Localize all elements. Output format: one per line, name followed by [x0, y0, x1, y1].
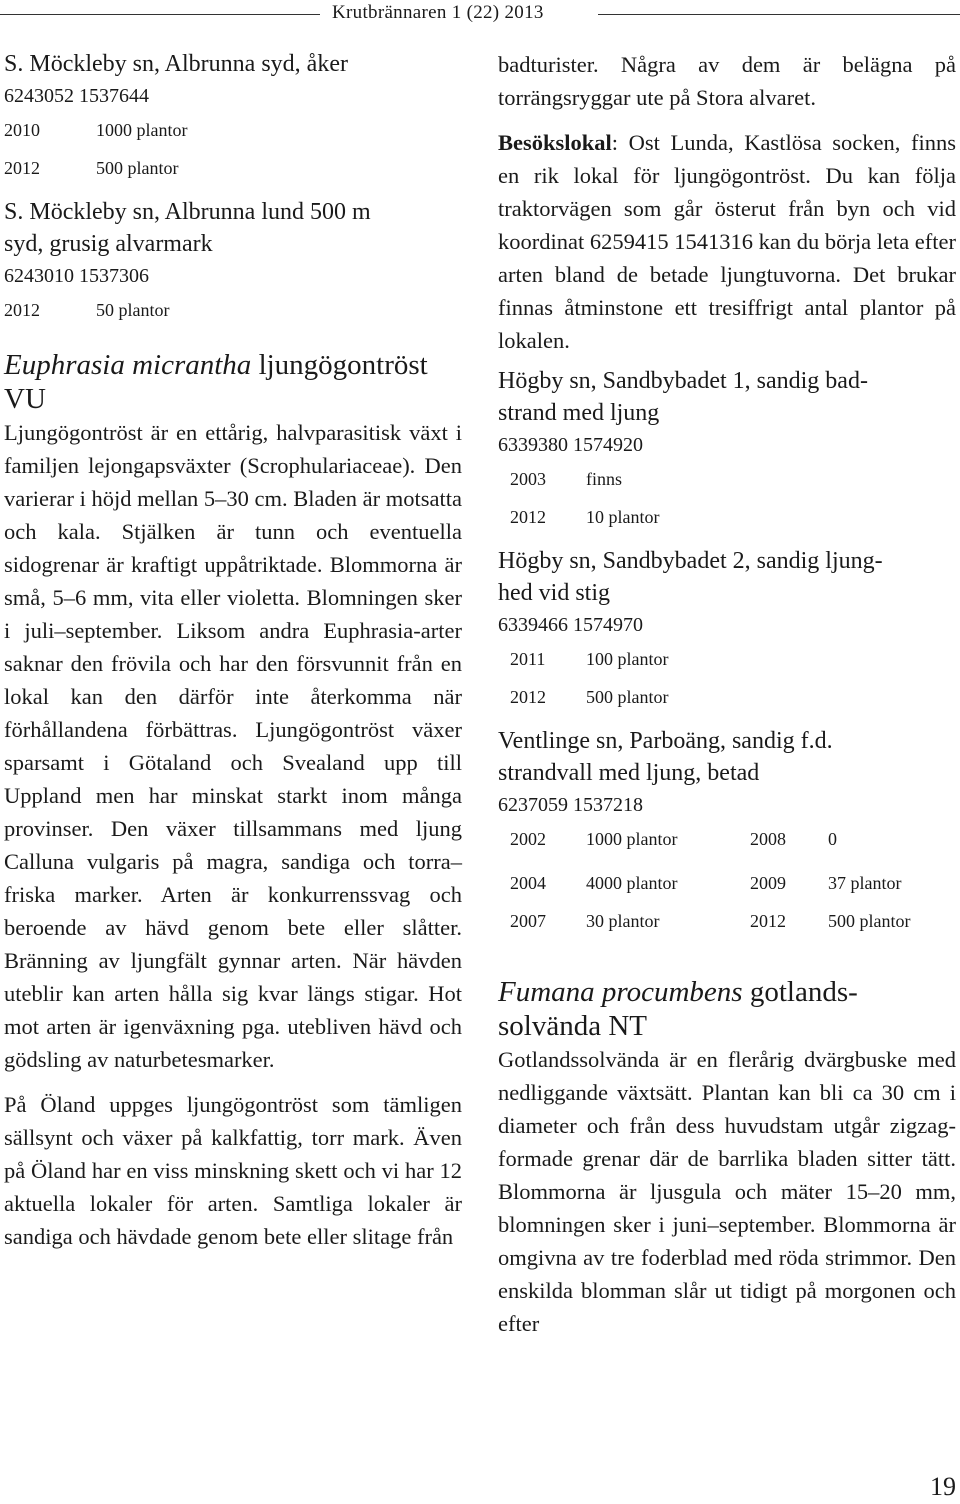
record-year: 2007: [510, 911, 546, 931]
records-table: [4, 120, 188, 196]
records-table: [4, 300, 170, 338]
continued-paragraph: badturister. Några av dem är belägna på torrängsryggar ute på Stora alvaret.: [498, 52, 956, 110]
page-header: [0, 0, 960, 30]
record-year: 2012: [4, 300, 40, 320]
record-count: 500 plantor: [586, 687, 669, 707]
site-coordinates: 6243010 1537306: [4, 265, 149, 287]
table-row: [510, 873, 911, 911]
site-name: syd, grusig alvarmark: [4, 231, 213, 257]
left-column: [4, 48, 462, 1253]
site-name: hed vid stig: [498, 580, 610, 606]
record-count: 1000 plantor: [586, 829, 678, 849]
record-count: 37 plantor: [828, 873, 902, 893]
record-year: 2008: [750, 829, 786, 849]
record-count: 50 plantor: [96, 300, 170, 320]
record-count: 10 plantor: [586, 507, 660, 527]
species-common-name: ljungögontröst: [251, 349, 428, 381]
species-common-name-cont: solvända NT: [498, 1010, 647, 1042]
species-latin-name: Fumana procumbens: [498, 976, 743, 1008]
species-latin-name: Euphrasia micrantha: [4, 349, 252, 381]
visit-site-paragraph: [498, 126, 956, 357]
site-name: S. Möckleby sn, Albrunna lund 500 m: [4, 199, 371, 225]
table-row: [510, 649, 669, 687]
right-column: [498, 48, 956, 1340]
record-count: 1000 plantor: [96, 120, 188, 140]
record-count: finns: [586, 469, 622, 489]
record-year: 2009: [750, 873, 786, 893]
site-coordinates: 6339380 1574920: [498, 434, 643, 456]
page-number: 19: [930, 1472, 956, 1501]
record-count: 0: [828, 829, 837, 849]
species-heading: [498, 975, 956, 1009]
visit-site-text: : Ost Lunda, Kastlösa socken, finns en rik lokal för ljungögontröst. Du kan följa traktorvägen som går österut från byn och vid koordinat 6259415 1541316 kan du börja leta efter arten bland de betade ljungtuvorna. Det brukar finnas åtminstone ett tresiffrigt antal plantor på lokalen.: [498, 130, 957, 353]
record-count: 500 plantor: [828, 911, 911, 931]
table-row: [510, 687, 669, 725]
record-count: 500 plantor: [96, 158, 179, 178]
oland-paragraph: På Öland uppges ljungögontröst som tämligen sällsynt och växer på kalkfattig, torr mark. Även på Öland har en viss minskning skett och vi har 12 aktuella lokaler för arten. Samtliga lokaler är sandiga och hävdade genom bete eller slitage från: [4, 1092, 462, 1249]
site-name: S. Möckleby sn, Albrunna syd, åker: [4, 51, 348, 77]
record-year: 2003: [510, 469, 546, 489]
site-name: Högby sn, Sandbybadet 1, sandig bad-: [498, 368, 868, 394]
table-row: [510, 911, 911, 949]
record-count: 100 plantor: [586, 649, 669, 669]
species-description: Ljungögontröst är en ettårig, halvparasitisk växt i familjen lejongapsväxter (Scrophulariaceae). Den varierar i höjd mellan 5–30 cm. Bladen är motsatta och kala. Stjälken är tunn och eventuella sidogrenar är kraftigt uppåtriktade. Blommorna är små, 5–6 mm, vita eller violetta. Blomningen sker i juli–september. Liksom andra Euphrasia-arter saknar den frövila och har den försvunnit från en lokal kan den därför inte återkomma när förhållandena förbättras. Ljungögontröst växer sparsamt i Götaland och Svealand upp till Uppland men har minskat starkt inom många provinser. Den växer tillsammans med ljung Calluna vulgaris på magra, sandiga och torra–friska marker. Arten är konkurrenssvag och beroende av hävd genom bete eller slåtter. Bränning av ljungfält gynnar arten. När hävden uteblir kan arten hålla sig kvar längs stigar. Hot mot arten är igenväxning pga. utebliven hävd och gödsling av naturbetesmarker.: [4, 420, 462, 1072]
record-year: 2012: [4, 158, 40, 178]
journal-title: Krutbrännaren 1 (22) 2013: [332, 2, 544, 23]
site-coordinates: 6339466 1574970: [498, 614, 643, 636]
record-year: 2011: [510, 649, 546, 669]
species-heading: [4, 348, 462, 382]
species-common-name: gotlands-: [742, 976, 858, 1008]
visit-site-label: Besökslokal: [498, 130, 612, 155]
records-table: [510, 469, 660, 545]
record-count: 4000 plantor: [586, 873, 678, 893]
records-table: [510, 649, 669, 725]
site-name: Ventlinge sn, Parboäng, sandig f.d.: [498, 728, 833, 754]
record-year: 2012: [750, 911, 786, 931]
record-year: 2012: [510, 507, 546, 527]
header-rule-left: [0, 14, 320, 15]
record-year: 2002: [510, 829, 546, 849]
table-row: [510, 829, 911, 873]
header-rule-right: [598, 14, 960, 15]
site-name: strandvall med ljung, betad: [498, 760, 760, 786]
record-year: 2010: [4, 120, 40, 140]
site-name: strand med ljung: [498, 400, 660, 426]
record-count: 30 plantor: [586, 911, 660, 931]
site-coordinates: 6237059 1537218: [498, 794, 643, 816]
site-name: Högby sn, Sandbybadet 2, sandig ljung-: [498, 548, 883, 574]
record-year: 2012: [510, 687, 546, 707]
table-row: [4, 300, 170, 338]
records-table: [510, 829, 911, 949]
species-status: VU: [4, 383, 46, 415]
record-year: 2004: [510, 873, 546, 893]
species-description: Gotlandssolvända är en flerårig dvärgbuske med nedliggande växtsätt. Plantan kan bli ca 30 cm i diameter och från dess huvudstam utgår zigzag-formade grenar där de barrlika bladen sitter tätt. Blommorna är ljusgula och mäter 15–20 mm, blomningen sker i juni–september. Blommorna är omgivna av tre foderblad med röda strimmor. Den enskilda blomman slår ut tidigt på morgonen och efter: [498, 1047, 956, 1336]
table-row: [510, 507, 660, 545]
table-row: [4, 158, 188, 196]
table-row: [510, 469, 660, 507]
table-row: [4, 120, 188, 158]
site-coordinates: 6243052 1537644: [4, 85, 149, 107]
